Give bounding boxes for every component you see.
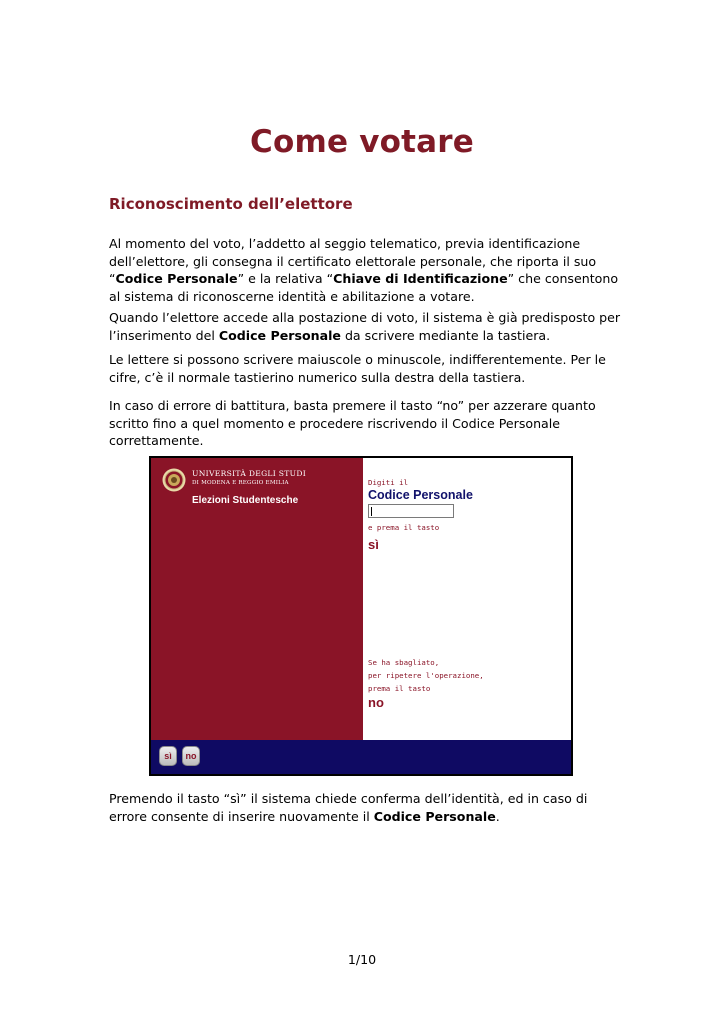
bold-term: Chiave di Identificazione [333, 271, 508, 286]
error-text: Se ha sbagliato, [368, 658, 440, 667]
voting-screen-screenshot [149, 456, 573, 776]
section-heading: Riconoscimento dell’elettore [109, 195, 353, 213]
paragraph-confirm [109, 790, 624, 825]
paragraph-letters: Le lettere si possono scrivere maiuscole o minuscole, indifferentemente. Per le cifre, c’è il normale tastierino numerico sulla destra della tastiera. [109, 352, 606, 385]
yes-button[interactable]: sì [159, 746, 177, 766]
bold-term: Codice Personale [218, 327, 341, 343]
bold-term: Codice Personale [115, 271, 238, 286]
university-seal-icon [162, 468, 186, 492]
paragraph-errors: In caso di errore di battitura, basta premere il tasto “no” per azzerare quanto scritto fino a quel momento e procedere riscrivendo il Codice Personale correttamente. [109, 398, 596, 448]
text: Quando l’elettore accede alla postazione di voto, il sistema è già predisposto per l’inserimento del [109, 310, 621, 343]
codice-personale-input[interactable] [368, 504, 454, 518]
page-number: 1/10 [347, 952, 377, 967]
no-word: no [368, 695, 384, 710]
text: ” che consentono al sistema di riconoscerne identità e abilitazione a votare. [109, 271, 619, 304]
error-text: per ripetere l'operazione, [368, 671, 484, 680]
app-title: Elezioni Studentesche [192, 495, 299, 506]
page-title: Come votare [250, 124, 474, 160]
prompt-text: Digiti il [368, 478, 409, 487]
codice-personale-label: Codice Personale [368, 488, 473, 502]
error-text: prema il tasto [368, 684, 431, 693]
text: Al momento del voto, l’addetto al seggio telematico, previa identificazione dell’elettore, gli consegna il certificato elettorale personale, che riporta il suo “ [109, 236, 597, 286]
no-button[interactable]: no [182, 746, 200, 766]
bottom-bar [151, 740, 571, 774]
university-city: DI MODENA E REGGIO EMILIA [192, 480, 289, 486]
text: Premendo il tasto “sì” il sistema chiede conferma dell’identità, ed in caso di errore consente di inserire nuovamente il [109, 791, 588, 824]
university-name: UNIVERSITÀ DEGLI STUDI [192, 469, 307, 478]
left-panel [151, 458, 363, 740]
text: da scrivere mediante la tastiera. [340, 327, 551, 343]
bold-term: Codice Personale [373, 808, 496, 824]
paragraph-intro [109, 235, 624, 305]
right-panel [363, 458, 571, 740]
text-caret [371, 507, 372, 516]
paragraph-access [109, 309, 624, 344]
yes-word: sì [368, 537, 379, 552]
text: ” e la relativa “ [237, 271, 334, 286]
prompt-text: e prema il tasto [368, 523, 440, 532]
text: . [495, 808, 500, 824]
